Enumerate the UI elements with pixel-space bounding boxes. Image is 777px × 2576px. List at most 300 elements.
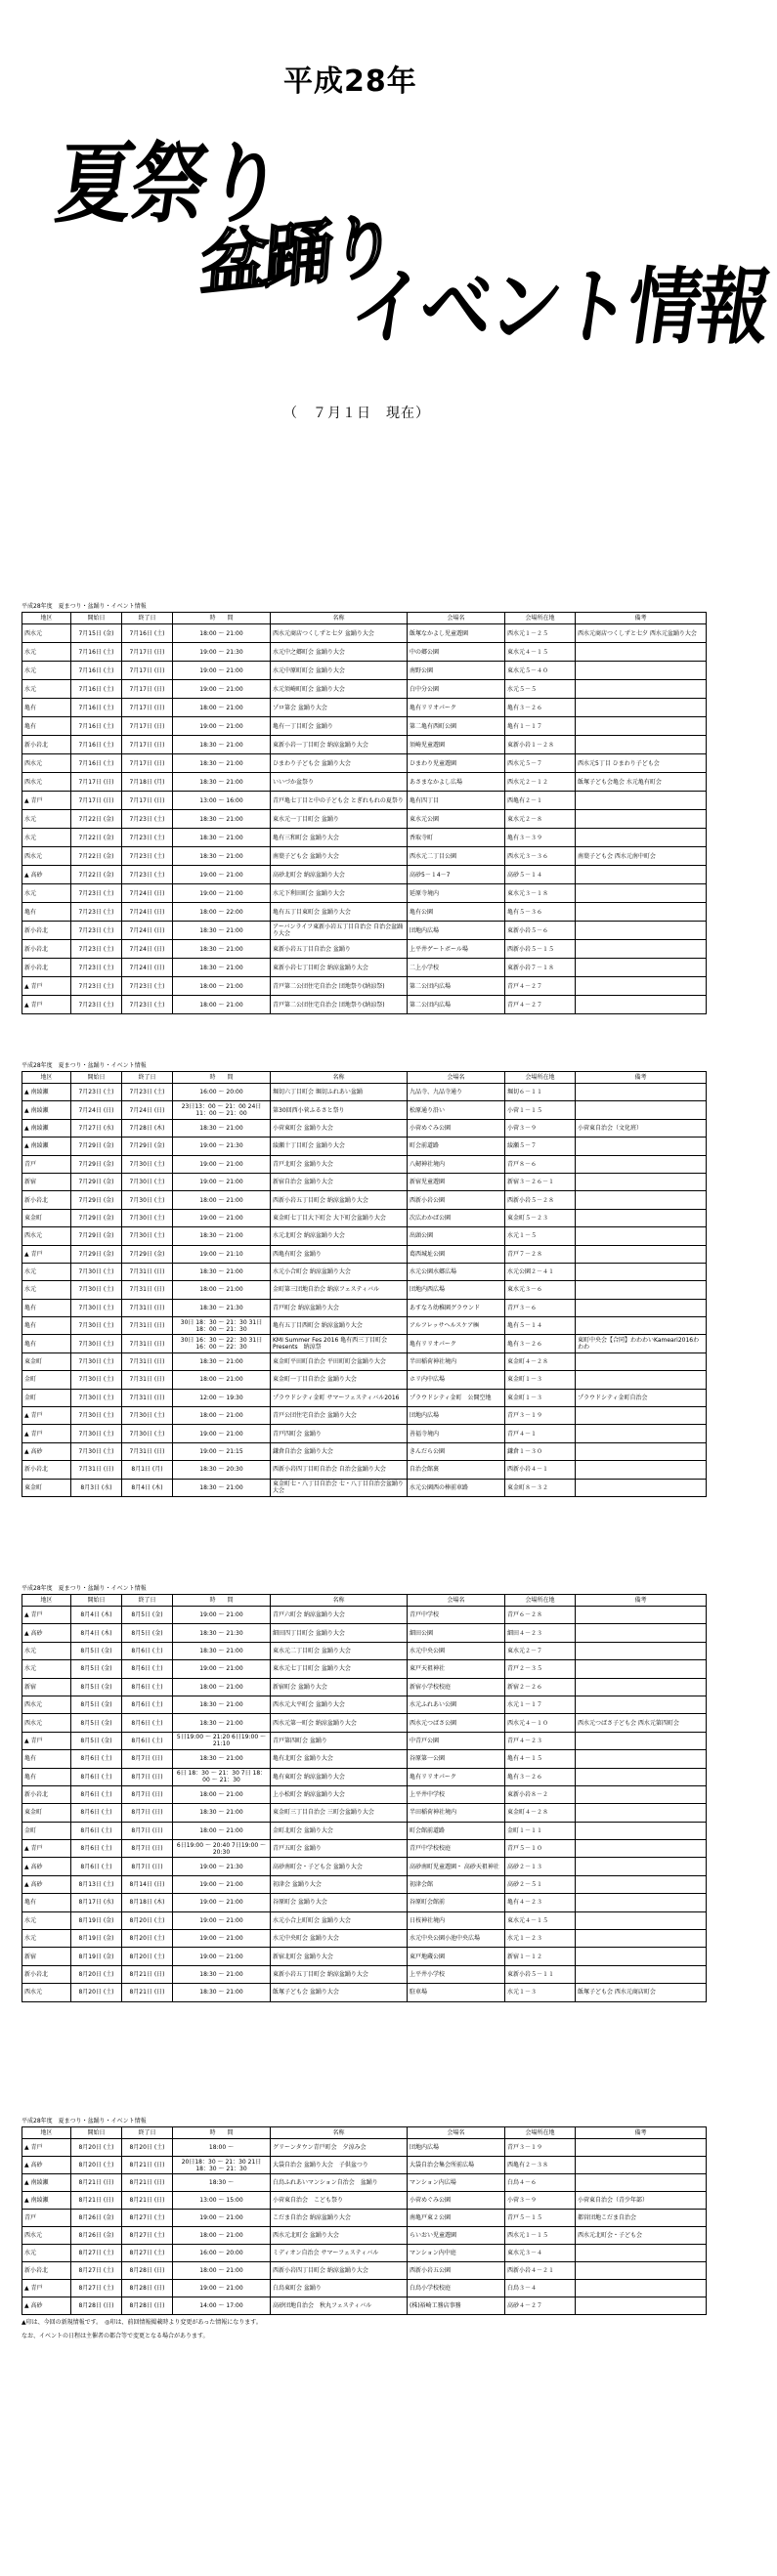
table-cell: 7月29日 (金) [122, 1138, 173, 1155]
table-cell: 東町中央会【合同】わわわいKameari2016わわわ [576, 1335, 707, 1352]
table-cell: 出頭公園 [408, 1227, 505, 1245]
table-row [22, 996, 707, 1014]
column-header: 備考 [576, 1072, 707, 1084]
table-cell: 水元小合町会 納涼盆踊り大会 [271, 1263, 408, 1280]
table-cell: 8月6日 (土) [71, 1785, 122, 1803]
table-cell: 13:00 ～ 15:00 [173, 2192, 271, 2210]
table-row [22, 624, 707, 643]
table-cell: 西水元北町会 盆踊り大会 [271, 2227, 408, 2245]
table-cell: 7月29日 (金) [71, 1227, 122, 1245]
table-cell: 青戸第二公団住宅自治会 団地祭り(納涼祭) [271, 977, 408, 996]
table-cell: 16:00 ～ 20:00 [173, 2245, 271, 2262]
table-row [22, 1678, 707, 1696]
table-cell: 7月29日 (金) [122, 1245, 173, 1263]
table-cell: 大袋自治会集会所前広場 [408, 2157, 505, 2174]
table-cell: 水元須崎町町会 盆踊り大会 [271, 680, 408, 699]
table-cell: 7月16日 (土) [71, 662, 122, 680]
table-cell [576, 996, 707, 1014]
table-cell: 西水元北町会・子ども会 [576, 2227, 707, 2245]
column-header: 会場所在地 [505, 1072, 576, 1084]
table-cell [576, 2262, 707, 2280]
table-cell: 新小岩北 [22, 959, 71, 977]
table-cell: 南葉子ども会 盆踊り大会 [271, 847, 408, 866]
table-row [22, 2280, 707, 2297]
table-cell: 都営団地こだま自治会 [576, 2210, 707, 2227]
table-cell: 第二亀有西町公園 [408, 717, 505, 736]
table-cell: 18:30 ～ 21:00 [173, 1750, 271, 1768]
table-cell: 青戸４－２３ [505, 1732, 576, 1749]
table-cell: 青戸３－１９ [505, 2139, 576, 2157]
table-cell: 九品寺、九品寺通り [408, 1084, 505, 1101]
table-cell: 7月23日 (土) [122, 1084, 173, 1101]
table-cell: 7月31日 (日) [122, 1263, 173, 1280]
table-cell: 7月30日 (土) [71, 1371, 122, 1389]
table-cell: 8月6日 (土) [122, 1660, 173, 1678]
table-cell: 7月31日 (日) [122, 1442, 173, 1460]
table-cell: 飯塚子ども会 西水元商店町会 [576, 1984, 707, 2001]
table-cell: 金町 [22, 1389, 71, 1406]
table-cell: 飯塚子ども会 盆踊り大会 [271, 1984, 408, 2001]
table-cell: 8月26日 (金) [71, 2227, 122, 2245]
table-cell: 西水元大平町会 盆踊り大会 [271, 1696, 408, 1713]
table-cell: 8月28日 (日) [122, 2297, 173, 2315]
column-header: 地区 [22, 2127, 71, 2139]
table-cell: 亀有３－２６ [505, 699, 576, 717]
table-cell: 7月17日 (日) [122, 792, 173, 810]
table-row [22, 1894, 707, 1911]
table-cell: 東水元４－１５ [505, 643, 576, 662]
footnote: ▲印は、今回の新規情報です。 ◎印は、前回情報掲載時より変更があった情報になります。 [22, 2319, 262, 2326]
table-cell: 西水元 [22, 624, 71, 643]
table-row [22, 1911, 707, 1929]
table-cell: アルフレッサヘルスケア㈱ [408, 1317, 505, 1335]
table-cell: 8月28日 (日) [122, 2262, 173, 2280]
table-cell: ▲ 南綾瀬 [22, 1119, 71, 1137]
table-row [22, 1607, 707, 1624]
table-cell: 8月21日 (日) [71, 2174, 122, 2192]
table-cell: 19:00 ～ 21:00 [173, 884, 271, 903]
table-cell: 西水元１－２５ [505, 624, 576, 643]
event-table-section-4 [22, 2116, 706, 2342]
table-cell [576, 1317, 707, 1335]
table-row [22, 717, 707, 736]
table-cell: (株)裕崎工務店事務 [408, 2297, 505, 2315]
table-cell: 青戸亀七丁目と中の子ども会 とぎれもれの夏祭り [271, 792, 408, 810]
table-cell [576, 1750, 707, 1768]
table-cell: 半田稲荷神社境内 [408, 1352, 505, 1370]
table-cell: 19:00 ～ 21:00 [173, 1948, 271, 1965]
table-cell: 8月27日 (土) [122, 2210, 173, 2227]
table-cell: 西新小岩五丁目町会 納涼盆踊り大会 [271, 1191, 408, 1209]
table-cell: 高砂5－１4－7 [408, 866, 505, 884]
table-cell: 亀有 [22, 1750, 71, 1768]
table-cell [576, 810, 707, 829]
table-cell: 東水元２－７ [505, 1642, 576, 1659]
table-cell: 8月21日 (日) [122, 2192, 173, 2210]
table-cell: 細田公園 [408, 1624, 505, 1642]
table-cell: 8月21日 (日) [71, 2192, 122, 2210]
table-cell: 東金町七丁目大下町会 大下町会盆踊り大会 [271, 1209, 408, 1226]
table-cell: 高砂４－２７ [505, 2297, 576, 2315]
table-cell: 16:00 ～ 20:00 [173, 1084, 271, 1101]
table-cell: 団地内西広場 [408, 1281, 505, 1299]
table-row [22, 1101, 707, 1119]
table-row [22, 699, 707, 717]
table-cell: らいおい児童遊園 [408, 2227, 505, 2245]
table-cell: 8月21日 (日) [122, 1965, 173, 1983]
table-cell: 西水元 [22, 1984, 71, 2001]
table-cell: 亀有公園 [408, 903, 505, 922]
table-cell: 7月23日 (土) [71, 959, 122, 977]
table-cell: 須崎児童遊園 [408, 736, 505, 754]
table-cell: 高砂南町児童遊園・ 高砂天祖神社 [408, 1858, 505, 1875]
table-row [22, 2245, 707, 2262]
table-cell: 8月6日 (土) [71, 1822, 122, 1839]
table-cell: 東金町 [22, 1804, 71, 1822]
table-header-row [22, 1072, 707, 1084]
table-row [22, 1407, 707, 1425]
table-cell: 18:30 ～ 21:00 [173, 1984, 271, 2001]
table-cell: 高砂北町会 納涼盆踊り大会 [271, 866, 408, 884]
table-cell: プラウドシティ金町 公開空地 [408, 1389, 505, 1406]
event-table-section-3 [22, 1583, 706, 2002]
table-cell: ▲ 高砂 [22, 2157, 71, 2174]
table-row [22, 1479, 707, 1496]
table-row [22, 1624, 707, 1642]
table-row [22, 2192, 707, 2210]
table-cell: 青戸５－１０ [505, 1840, 576, 1858]
table-cell: 18:30 ～ 21:00 [173, 959, 271, 977]
table-cell: 飯塚なかよし児童遊園 [408, 624, 505, 643]
table-cell [576, 717, 707, 736]
table-cell [576, 1479, 707, 1496]
table-cell: ▲ 南綾瀬 [22, 2174, 71, 2192]
table-cell: 水元１－１７ [505, 1696, 576, 1713]
table-cell: 新宿自治会 盆踊り大会 [271, 1173, 408, 1190]
table-cell: ▲ 青戸 [22, 1245, 71, 1263]
table-cell: 青戸公団住宅自治会 盆踊り大会 [271, 1407, 408, 1425]
table-cell: 7月29日 (金) [71, 1191, 122, 1209]
table-cell: 8月27日 (土) [71, 2245, 122, 2262]
table-cell: 18:00 ～ 21:00 [173, 1191, 271, 1209]
table-cell [576, 1352, 707, 1370]
table-cell: 7月31日 (日) [122, 1371, 173, 1389]
table-cell: 谷原第一公園 [408, 1750, 505, 1768]
table-cell: 亀有４－２３ [505, 1894, 576, 1911]
table-cell: 亀有３－３９ [505, 829, 576, 847]
table-cell: 7月17日 (日) [122, 699, 173, 717]
table-cell: 青戸５－１５ [505, 2210, 576, 2227]
table-cell [576, 959, 707, 977]
table-cell: 細田４－２３ [505, 1624, 576, 1642]
table-cell: 7月23日 (土) [122, 810, 173, 829]
column-header: 時 間 [173, 1072, 271, 1084]
table-cell: 7月23日 (土) [122, 977, 173, 996]
column-header: 終了日 [122, 1595, 173, 1607]
table-cell: 東金町５－２３ [505, 1209, 576, 1226]
table-cell: 東水元４－１５ [505, 1911, 576, 1929]
table-cell: 水元 [22, 884, 71, 903]
footnote: なお、イベントの日程は主催者の都合等で変更となる場合があります。 [22, 2333, 209, 2340]
table-cell: 18:30 ～ 21:00 [173, 810, 271, 829]
table-cell: 18:30 ～ 21:00 [173, 922, 271, 940]
table-cell: 7月31日 (日) [122, 1299, 173, 1316]
table-cell [576, 1155, 707, 1173]
table-cell: 8月4日 (木) [122, 1479, 173, 1496]
table-row [22, 1660, 707, 1678]
table-cell: ▲ 青戸 [22, 1607, 71, 1624]
table-cell: 8月7日 (日) [122, 1768, 173, 1785]
table-cell [576, 1227, 707, 1245]
table-cell: ▲ 南綾瀬 [22, 2192, 71, 2210]
table-cell: 19:00 ～ 21:00 [173, 1209, 271, 1226]
table-cell [576, 1804, 707, 1822]
table-header-row [22, 2127, 707, 2139]
column-header: 地区 [22, 1072, 71, 1084]
table-cell: 新小岩北 [22, 940, 71, 959]
table-cell: 団地内広場 [408, 1407, 505, 1425]
table-cell: 亀有五丁目西町会 納涼盆踊り大会 [271, 1317, 408, 1335]
table-caption: 平成28年度 夏まつり・盆踊り・イベント情報 [22, 1062, 147, 1069]
table-cell: 7月16日 (土) [71, 680, 122, 699]
table-cell: 7月24日 (日) [122, 922, 173, 940]
table-cell: 西水元商店つくしずと七夕 盆踊り大会 [271, 624, 408, 643]
table-cell: 8月5日 (金) [71, 1732, 122, 1749]
table-cell: 西亀有２－３８ [505, 2157, 576, 2174]
table-cell: 18:00 ～ 21:00 [173, 977, 271, 996]
table-row [22, 940, 707, 959]
table-cell [576, 2139, 707, 2157]
table-row [22, 792, 707, 810]
table-cell: 水元中原町町会 盆踊り大会 [271, 662, 408, 680]
table-cell: 8月6日 (土) [122, 1642, 173, 1659]
table-row [22, 1352, 707, 1370]
table-cell: 18:00 ～ 21:00 [173, 2227, 271, 2245]
table-cell: 新小岩北 [22, 1965, 71, 1983]
column-header: 名称 [271, 613, 408, 624]
table-cell: 19:00 ～ 21:30 [173, 1138, 271, 1155]
table-cell: 8月7日 (日) [122, 1785, 173, 1803]
table-cell [576, 1173, 707, 1190]
table-cell: 青戸 [22, 2210, 71, 2227]
table-cell: ミディオン自治会 サマーフェスティバル [271, 2245, 408, 2262]
table-cell: 水元公園水郷広場 [408, 1263, 505, 1280]
title-bon-odori: 盆踊り [197, 204, 396, 306]
table-cell: 7月22日 (金) [71, 810, 122, 829]
table-cell: 白鳥３－４ [505, 2280, 576, 2297]
table-cell: 8月6日 (土) [71, 1840, 122, 1858]
table-cell: 8月6日 (土) [71, 1858, 122, 1875]
table-cell: 青戸四町会 盆踊り [271, 1425, 408, 1442]
table-cell: ▲ 青戸 [22, 977, 71, 996]
table-cell: 延原寺境内 [408, 884, 505, 903]
table-cell: 水元 [22, 829, 71, 847]
column-header: 会場名 [408, 1595, 505, 1607]
table-cell: 7月24日 (日) [71, 1101, 122, 1119]
table-cell: 18:30 ～ 21:00 [173, 847, 271, 866]
table-cell: ▲ 青戸 [22, 1840, 71, 1858]
table-row [22, 643, 707, 662]
table-cell: 西新小岩四丁目町自治会 自治会盆踊り大会 [271, 1461, 408, 1479]
table-cell: 第二公団内広場 [408, 996, 505, 1014]
table-cell: 8月17日 (水) [71, 1894, 122, 1911]
table-cell: 小菅東町会 盆踊り大会 [271, 1119, 408, 1137]
table-cell: 8月4日 (木) [71, 1624, 122, 1642]
table-cell: 東金町平田町自治会 平田町町会盆踊り大会 [271, 1352, 408, 1370]
table-cell: 水元中央町会 盆踊り大会 [271, 1930, 408, 1948]
table-cell: 金町 [22, 1371, 71, 1389]
table-cell [576, 1894, 707, 1911]
table-cell: 東金町４－２８ [505, 1804, 576, 1822]
table-cell: 19:00 ～ 21:00 [173, 2210, 271, 2227]
table-cell: 東新小岩１－２８ [505, 736, 576, 754]
table-cell: 松原通り沿い [408, 1101, 505, 1119]
table-cell: 19:00 ～ 21:00 [173, 1155, 271, 1173]
table-row [22, 1084, 707, 1101]
table-cell: 7月23日 (土) [71, 1084, 122, 1101]
table-cell: ▲ 青戸 [22, 996, 71, 1014]
table-cell: 7月30日 (土) [71, 1299, 122, 1316]
table-cell: 7月30日 (土) [122, 1227, 173, 1245]
table-cell: 8月28日 (日) [71, 2297, 122, 2315]
table-row [22, 1281, 707, 1299]
table-cell: マンション内広場 [408, 2174, 505, 2192]
table-cell: 葛西城址公園 [408, 1245, 505, 1263]
table-cell: 7月23日 (土) [71, 903, 122, 922]
table-cell: ▲ 青戸 [22, 792, 71, 810]
table-cell: 7月16日 (土) [71, 643, 122, 662]
table-cell: 西水元5丁目 ひまわり子ども会 [576, 754, 707, 773]
table-cell: 8月20日 (土) [71, 2157, 122, 2174]
table-cell: 12:00 ～ 19:30 [173, 1389, 271, 1406]
table-cell: 19:00 ～ 21:00 [173, 2280, 271, 2297]
table-cell: 町会前道路 [408, 1138, 505, 1155]
table-cell: 19:00 ～ 21:30 [173, 643, 271, 662]
table-cell: 18:00 ～ 21:00 [173, 699, 271, 717]
table-cell [576, 1281, 707, 1299]
event-table [22, 1071, 707, 1497]
table-cell [576, 1696, 707, 1713]
table-cell: 8月27日 (土) [122, 2245, 173, 2262]
table-cell: 青戸３－６ [505, 1299, 576, 1316]
table-cell: 西新小岩５－２８ [505, 1191, 576, 1209]
table-cell: 西亀有町会 盆踊り [271, 1245, 408, 1263]
table-row [22, 1119, 707, 1137]
column-header: 会場所在地 [505, 613, 576, 624]
column-header: 備考 [576, 1595, 707, 1607]
table-cell [576, 940, 707, 959]
table-cell: 8月21日 (日) [122, 1984, 173, 2001]
table-cell: 7月23日 (土) [122, 847, 173, 866]
table-cell [576, 1084, 707, 1101]
table-cell [576, 1461, 707, 1479]
table-cell: 西水元つばさ公園 [408, 1714, 505, 1732]
table-cell: 18:00 ～ 21:00 [173, 1371, 271, 1389]
table-cell: 8月27日 (土) [122, 2227, 173, 2245]
table-row [22, 1822, 707, 1839]
table-cell: 亀有三和町会 盆踊り大会 [271, 829, 408, 847]
table-cell: 18:00 ～ 21:00 [173, 624, 271, 643]
table-cell: 18:30 ～ 21:00 [173, 940, 271, 959]
table-cell [576, 1101, 707, 1119]
table-cell: 7月29日 (金) [71, 1138, 122, 1155]
table-cell: 新小岩北 [22, 2262, 71, 2280]
table-cell [576, 1607, 707, 1624]
table-cell: 東戸地蔵公園 [408, 1948, 505, 1965]
table-cell: 上平井ゲートボール場 [408, 940, 505, 959]
table-cell: 7月30日 (土) [71, 1425, 122, 1442]
table-cell: 亀有四丁目 [408, 792, 505, 810]
table-cell: 13:00 ～ 16:00 [173, 792, 271, 810]
table-cell: 西水元 [22, 1696, 71, 1713]
table-cell: 水元中之郷町会 盆踊り大会 [271, 643, 408, 662]
table-cell [576, 1425, 707, 1442]
table-cell: ▲ 高砂 [22, 1442, 71, 1460]
table-cell: 新小岩北 [22, 736, 71, 754]
table-cell: 19:00 ～ 21:00 [173, 1173, 271, 1190]
table-cell: 18:30 ～ 21:00 [173, 1263, 271, 1280]
table-cell: 谷原町会 盆踊り大会 [271, 1894, 408, 1911]
table-cell: 7月30日 (土) [71, 1281, 122, 1299]
table-cell: 19:00 ～ 21:00 [173, 717, 271, 736]
table-cell: 亀有３－２６ [505, 1335, 576, 1352]
table-cell: 水元 [22, 1263, 71, 1280]
table-cell: 8月26日 (金) [71, 2210, 122, 2227]
table-cell: 中青戸公園 [408, 1732, 505, 1749]
table-cell: ▲ 青戸 [22, 1425, 71, 1442]
table-row [22, 1461, 707, 1479]
table-row [22, 1984, 707, 2001]
table-cell: 18:30 ～ 21:00 [173, 1479, 271, 1496]
table-cell: 水元１－３ [505, 1984, 576, 2001]
column-header: 会場所在地 [505, 2127, 576, 2139]
table-cell: あさまなかよし広場 [408, 773, 505, 792]
table-cell: 水元 [22, 2245, 71, 2262]
table-cell [576, 1263, 707, 1280]
table-cell: きんだら公園 [408, 1442, 505, 1460]
table-cell [576, 643, 707, 662]
table-cell: 青戸 [22, 1155, 71, 1173]
table-cell: 青戸五町会 盆踊り [271, 1840, 408, 1858]
table-cell: マンション内中庭 [408, 2245, 505, 2262]
table-cell: 7月29日 (金) [71, 1155, 122, 1173]
table-caption: 平成28年度 夏まつり・盆踊り・イベント情報 [22, 603, 147, 610]
table-cell: 8月20日 (土) [122, 2139, 173, 2157]
table-cell: 東水元５－４０ [505, 662, 576, 680]
table-cell: ▲ 南綾瀬 [22, 1138, 71, 1155]
table-cell: 18:30 ～ 21:30 [173, 1624, 271, 1642]
table-cell: 8月20日 (土) [71, 2139, 122, 2157]
table-cell: 8月27日 (土) [71, 2280, 122, 2297]
table-cell [576, 1407, 707, 1425]
table-cell: 堀切６－１１ [505, 1084, 576, 1101]
table-cell: 亀有４－１５ [505, 1750, 576, 1768]
table-cell: 南葉子ども会 西水元南中町会 [576, 847, 707, 866]
table-cell: 新宿１－１２ [505, 1948, 576, 1965]
table-cell: 日枝神社境内 [408, 1911, 505, 1929]
table-cell: 青戸６－２８ [505, 1607, 576, 1624]
table-caption: 平成28年度 夏まつり・盆踊り・イベント情報 [22, 1585, 147, 1592]
table-cell: 7月24日 (日) [122, 884, 173, 903]
table-caption: 平成28年度 夏まつり・盆踊り・イベント情報 [22, 2118, 147, 2125]
table-cell: 8月13日 (土) [71, 1875, 122, 1893]
table-cell: 7月17日 (日) [71, 773, 122, 792]
table-cell [576, 1840, 707, 1858]
table-cell: 23日13：00 ～ 21：00 24日11：00 ～ 21：00 [173, 1101, 271, 1119]
table-cell: 亀有北町会 盆踊り大会 [271, 1750, 408, 1768]
table-row [22, 1263, 707, 1280]
table-cell: 水元 [22, 1660, 71, 1678]
